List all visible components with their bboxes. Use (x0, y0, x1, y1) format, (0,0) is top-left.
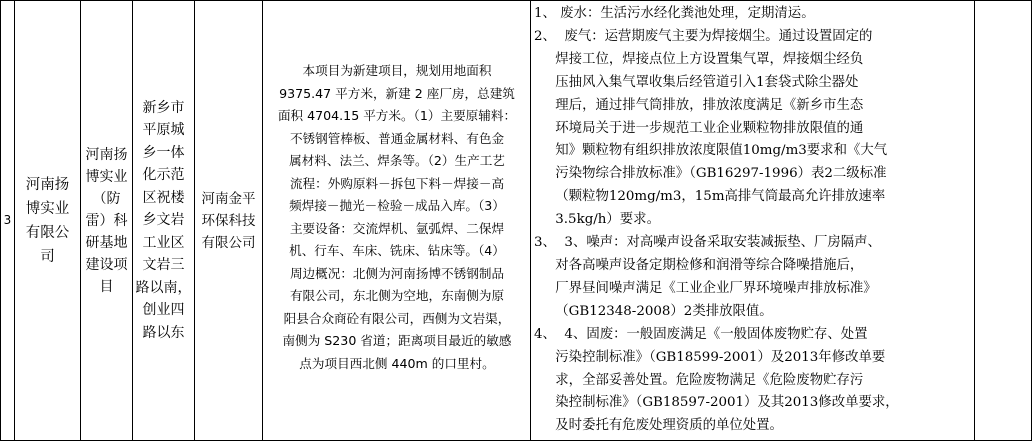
row-index: 3 (3, 213, 12, 227)
cell-extra (974, 0, 1032, 441)
project-location: 新乡市 平原城 乡一体 化示范 区祝楼 乡文岩 工业区 文岩三 路以南， 创业四 路以东 (135, 99, 192, 341)
cell-eia-unit (194, 0, 262, 441)
project-overview: 本项目为新建项目，规划用地面积 9375.47 平方米，新建 2 座厂房，总建筑 面积 4704.15 平方米。（1）主要原辅料： 不锈钢管棒板、普通金属材料、有色金 属材料、法兰、焊条等。（2）生产工艺 流程：外购原料－拆包下料－焊接－高 频焊接－抛光－检验－成品入库。（3） 主要设备：交流焊机、氩弧焊、二保焊 机、行车、车床、铣床、钻床等。（4） 周边概况：北侧为河南扬博不锈钢制品 有限公司，东北侧为空地，东南侧为原 阳县合众商砼有限公司，西侧为文岩渠， 南侧为 S230 省道；距离项目最近的敏感 点为项目西北侧 440m 的口里村。 (277, 63, 517, 371)
cell-overview (262, 0, 530, 441)
cell-company (14, 0, 80, 441)
environmental-measures: 1、 废水：生活污水经化粪池处理，定期清运。 2、 废气：运营期废气主要为焊接烟尘。通过设置固定的 焊接工位，焊接点位上方设置集气罩，焊接烟尘经负 压抽风入集气罩收集后经管道引入1套袋式除尘器处 理后，通过排气筒排放，排放浓度满足《新乡市生态 环境局关于进一步规范工业企业颗粒物排放限值的通 知》颗粒物有组织排放浓度限值10mg/m3要求和《大气 污染物综合排放标准》（GB16297-1996）表2二级标准 （颗粒物120mg/m3，15m高排气筒最高允许排放速率 3.5kg/h）要求。 3、 3、噪声：对高噪声设备采取安装减振垫、厂房隔声、 对各高噪声设备定期检修和润滑等综合降噪措施后， 厂界昼间噪声满足《工业企业厂界环境噪声排放标准》 （GB12348-2008）2类排放限值。 4、 4、固废：一般固废满足《一般固体废物贮存、处置 污染控制标准》（GB18599-2001）及2013年修改单要 求，全部妥善处置。危险废物满足《危险废物贮存污 染控制标准》（GB18597-2001）及其2013修改单要求， 及时委托有危废处理资质的单位处置。 (534, 6, 899, 434)
cell-measures (530, 0, 974, 441)
company-name: 河南扬 博实业 有限公 司 (25, 176, 70, 265)
cell-index (0, 0, 14, 441)
cell-project (80, 0, 132, 441)
cell-location (132, 0, 194, 441)
eia-unit: 河南金平 环保科技 有限公司 (201, 190, 256, 251)
project-name: 河南扬 博实业 （防 雷）科 研基地 建设项 目 (85, 146, 128, 295)
